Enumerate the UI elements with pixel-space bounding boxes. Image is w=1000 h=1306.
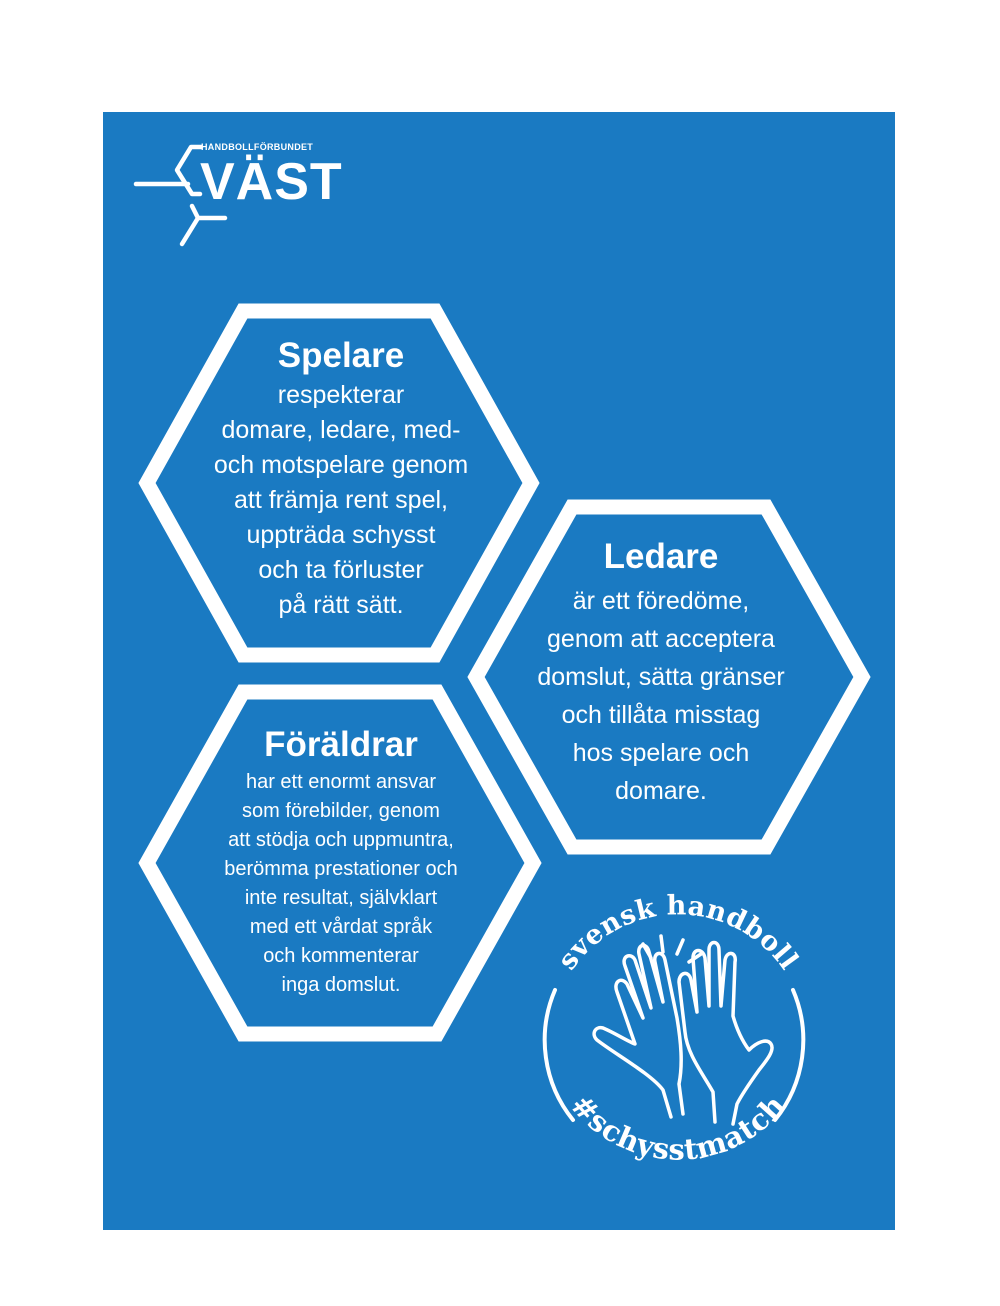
foraldrar-title: Föräldrar xyxy=(264,725,418,764)
spelare-body: respekterar domare, ledare, med- och motspelare genom att främja rent spel, uppträda schysst och ta förluster på rätt sätt. xyxy=(213,381,469,619)
badge-bottom-text: #schysstmatch xyxy=(564,1087,792,1167)
high-five-hands-icon xyxy=(594,936,772,1124)
spelare-title: Spelare xyxy=(277,336,405,375)
badge-top-text: svensk handboll xyxy=(552,890,805,976)
poster xyxy=(103,112,895,1230)
ledare-body: är ett föredöme, genom att acceptera domslut, sätta gränser och tillåta misstag hos spelare och domare. xyxy=(537,587,785,805)
ledare-title: Ledare xyxy=(603,537,719,576)
foraldrar-body: har ett enormt ansvar som förebilder, genom att stödja och uppmuntra, berömma prestationer och inte resultat, självklart med ett vårdat språk och kommenterar inga domslut. xyxy=(224,771,458,996)
logo-tagline: HANDBOLLFÖRBUNDET xyxy=(201,142,314,152)
logo-wordmark: VÄST xyxy=(200,153,343,211)
schysstmatch-badge xyxy=(103,112,895,1230)
